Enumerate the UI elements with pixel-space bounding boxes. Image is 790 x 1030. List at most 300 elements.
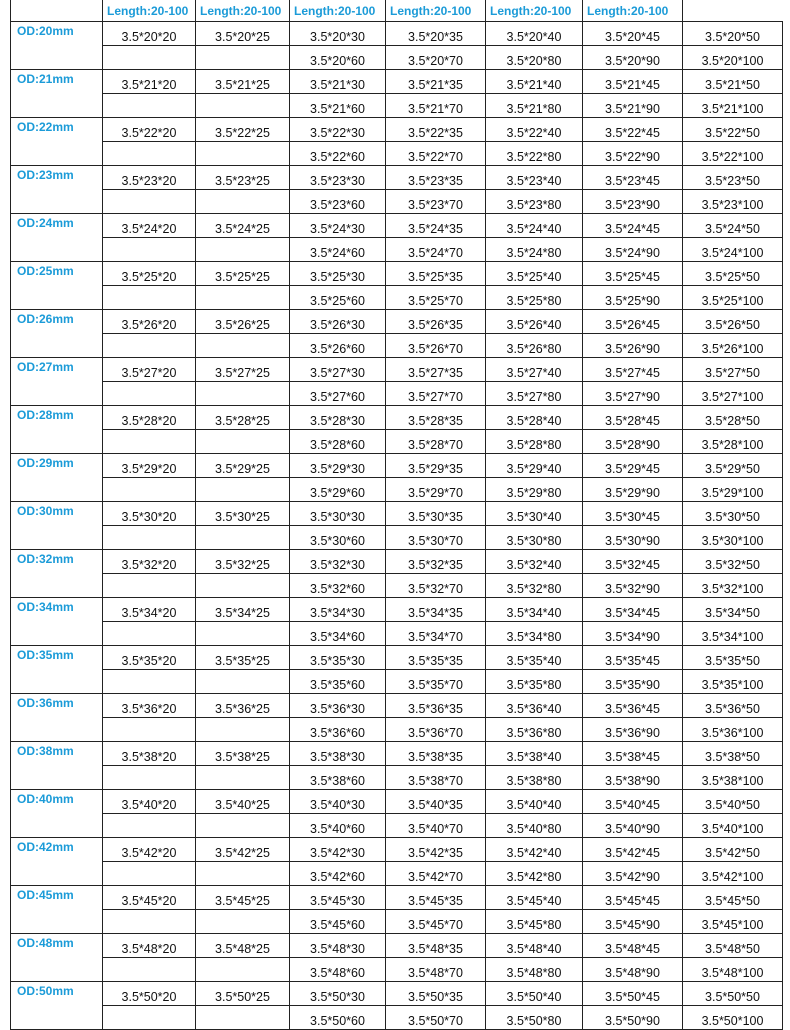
- spec-cell: 3.5*26*80: [486, 334, 583, 358]
- spec-cell: 3.5*25*35: [386, 262, 486, 286]
- empty-cell: [196, 142, 290, 166]
- table-row: [11, 478, 783, 502]
- spec-cell: 3.5*35*90: [583, 670, 683, 694]
- spec-cell: 3.5*35*30: [290, 646, 386, 670]
- spec-cell: 3.5*36*30: [290, 694, 386, 718]
- spec-cell: 3.5*21*100: [683, 94, 783, 118]
- spec-cell: 3.5*25*40: [486, 262, 583, 286]
- spec-cell: 3.5*22*60: [290, 142, 386, 166]
- spec-cell: 3.5*29*45: [583, 454, 683, 478]
- spec-cell: 3.5*26*90: [583, 334, 683, 358]
- spec-cell: 3.5*42*90: [583, 862, 683, 886]
- spec-cell: 3.5*29*30: [290, 454, 386, 478]
- table-row: [11, 454, 783, 478]
- empty-cell: [196, 526, 290, 550]
- spec-cell: 3.5*45*100: [683, 910, 783, 934]
- spec-cell: 3.5*34*45: [583, 598, 683, 622]
- spec-cell: 3.5*42*70: [386, 862, 486, 886]
- spec-cell: 3.5*42*100: [683, 862, 783, 886]
- spec-cell: 3.5*23*40: [486, 166, 583, 190]
- spec-cell: 3.5*22*80: [486, 142, 583, 166]
- spec-cell: 3.5*45*90: [583, 910, 683, 934]
- table-row: [11, 622, 783, 646]
- table-row: [11, 670, 783, 694]
- spec-cell: 3.5*42*80: [486, 862, 583, 886]
- table-row: [11, 646, 783, 670]
- table-row: [11, 1006, 783, 1030]
- spec-cell: 3.5*27*60: [290, 382, 386, 406]
- empty-cell: [103, 814, 196, 838]
- spec-cell: 3.5*50*40: [486, 982, 583, 1006]
- spec-cell: 3.5*36*35: [386, 694, 486, 718]
- spec-cell: 3.5*50*80: [486, 1006, 583, 1030]
- header-length: Length:20-100: [196, 0, 290, 22]
- od-label: OD:40mm: [11, 790, 103, 838]
- spec-cell: 3.5*29*20: [103, 454, 196, 478]
- empty-cell: [103, 670, 196, 694]
- table-row: [11, 334, 783, 358]
- spec-cell: 3.5*27*45: [583, 358, 683, 382]
- spec-cell: 3.5*21*90: [583, 94, 683, 118]
- spec-cell: 3.5*24*35: [386, 214, 486, 238]
- spec-cell: 3.5*50*45: [583, 982, 683, 1006]
- od-label: OD:48mm: [11, 934, 103, 982]
- spec-cell: 3.5*22*100: [683, 142, 783, 166]
- od-label: OD:50mm: [11, 982, 103, 1030]
- spec-cell: 3.5*21*50: [683, 70, 783, 94]
- spec-cell: 3.5*20*90: [583, 46, 683, 70]
- spec-cell: 3.5*27*70: [386, 382, 486, 406]
- spec-cell: 3.5*25*90: [583, 286, 683, 310]
- spec-cell: 3.5*36*70: [386, 718, 486, 742]
- spec-cell: 3.5*23*80: [486, 190, 583, 214]
- spec-cell: 3.5*30*30: [290, 502, 386, 526]
- spec-cell: 3.5*45*50: [683, 886, 783, 910]
- spec-cell: 3.5*48*60: [290, 958, 386, 982]
- spec-cell: 3.5*28*35: [386, 406, 486, 430]
- spec-cell: 3.5*40*100: [683, 814, 783, 838]
- spec-cell: 3.5*34*40: [486, 598, 583, 622]
- spec-cell: 3.5*40*40: [486, 790, 583, 814]
- od-label: OD:26mm: [11, 310, 103, 358]
- spec-cell: 3.5*20*20: [103, 22, 196, 46]
- spec-cell: 3.5*27*35: [386, 358, 486, 382]
- spec-cell: 3.5*24*70: [386, 238, 486, 262]
- spec-cell: 3.5*29*50: [683, 454, 783, 478]
- empty-cell: [103, 910, 196, 934]
- spec-cell: 3.5*36*100: [683, 718, 783, 742]
- spec-cell: 3.5*30*80: [486, 526, 583, 550]
- spec-cell: 3.5*34*80: [486, 622, 583, 646]
- table-row: [11, 94, 783, 118]
- spec-cell: 3.5*27*25: [196, 358, 290, 382]
- spec-cell: 3.5*45*80: [486, 910, 583, 934]
- spec-cell: 3.5*20*45: [583, 22, 683, 46]
- spec-cell: 3.5*22*20: [103, 118, 196, 142]
- table-row: [11, 430, 783, 454]
- spec-cell: 3.5*21*30: [290, 70, 386, 94]
- spec-cell: 3.5*23*35: [386, 166, 486, 190]
- table-row: [11, 46, 783, 70]
- spec-cell: 3.5*25*70: [386, 286, 486, 310]
- spec-cell: 3.5*23*70: [386, 190, 486, 214]
- spec-cell: 3.5*38*40: [486, 742, 583, 766]
- empty-cell: [196, 1006, 290, 1030]
- empty-cell: [196, 94, 290, 118]
- spec-cell: 3.5*32*45: [583, 550, 683, 574]
- spec-cell: 3.5*45*30: [290, 886, 386, 910]
- spec-cell: 3.5*34*60: [290, 622, 386, 646]
- spec-cell: 3.5*34*50: [683, 598, 783, 622]
- spec-cell: 3.5*25*20: [103, 262, 196, 286]
- empty-cell: [103, 574, 196, 598]
- spec-cell: 3.5*50*100: [683, 1006, 783, 1030]
- spec-cell: 3.5*50*70: [386, 1006, 486, 1030]
- spec-cell: 3.5*42*45: [583, 838, 683, 862]
- spec-cell: 3.5*50*25: [196, 982, 290, 1006]
- spec-cell: 3.5*24*60: [290, 238, 386, 262]
- table-row: [11, 718, 783, 742]
- spec-cell: 3.5*32*60: [290, 574, 386, 598]
- spec-cell: 3.5*38*50: [683, 742, 783, 766]
- spec-cell: 3.5*34*90: [583, 622, 683, 646]
- spec-cell: 3.5*27*90: [583, 382, 683, 406]
- spec-cell: 3.5*28*40: [486, 406, 583, 430]
- spec-cell: 3.5*24*20: [103, 214, 196, 238]
- od-label: OD:22mm: [11, 118, 103, 166]
- spec-cell: 3.5*38*80: [486, 766, 583, 790]
- spec-cell: 3.5*21*40: [486, 70, 583, 94]
- spec-cell: 3.5*22*35: [386, 118, 486, 142]
- table-row: [11, 694, 783, 718]
- spec-cell: 3.5*38*30: [290, 742, 386, 766]
- spec-cell: 3.5*45*60: [290, 910, 386, 934]
- spec-cell: 3.5*40*20: [103, 790, 196, 814]
- spec-cell: 3.5*48*45: [583, 934, 683, 958]
- spec-cell: 3.5*45*35: [386, 886, 486, 910]
- spec-cell: 3.5*30*100: [683, 526, 783, 550]
- spec-cell: 3.5*30*50: [683, 502, 783, 526]
- spec-cell: 3.5*50*60: [290, 1006, 386, 1030]
- spec-cell: 3.5*40*30: [290, 790, 386, 814]
- spec-cell: 3.5*50*30: [290, 982, 386, 1006]
- spec-cell: 3.5*35*70: [386, 670, 486, 694]
- spec-cell: 3.5*32*70: [386, 574, 486, 598]
- spec-cell: 3.5*30*40: [486, 502, 583, 526]
- spec-cell: 3.5*42*35: [386, 838, 486, 862]
- spec-cell: 3.5*30*45: [583, 502, 683, 526]
- table-row: [11, 598, 783, 622]
- header-length: Length:20-100: [290, 0, 386, 22]
- spec-cell: 3.5*25*100: [683, 286, 783, 310]
- spec-cell: 3.5*40*50: [683, 790, 783, 814]
- spec-cell: 3.5*22*45: [583, 118, 683, 142]
- spec-cell: 3.5*50*90: [583, 1006, 683, 1030]
- spec-cell: 3.5*28*100: [683, 430, 783, 454]
- spec-cell: 3.5*40*25: [196, 790, 290, 814]
- od-label: OD:27mm: [11, 358, 103, 406]
- spec-cell: 3.5*22*40: [486, 118, 583, 142]
- spec-cell: 3.5*34*35: [386, 598, 486, 622]
- spec-cell: 3.5*30*35: [386, 502, 486, 526]
- spec-cell: 3.5*35*25: [196, 646, 290, 670]
- spec-cell: 3.5*28*20: [103, 406, 196, 430]
- spec-cell: 3.5*45*40: [486, 886, 583, 910]
- table-row: [11, 502, 783, 526]
- spec-cell: 3.5*48*40: [486, 934, 583, 958]
- header-length: Length:20-100: [486, 0, 583, 22]
- spec-cell: 3.5*36*25: [196, 694, 290, 718]
- empty-cell: [103, 142, 196, 166]
- spec-cell: 3.5*24*100: [683, 238, 783, 262]
- spec-cell: 3.5*42*30: [290, 838, 386, 862]
- table-row: [11, 190, 783, 214]
- table-row: [11, 814, 783, 838]
- spec-cell: 3.5*50*20: [103, 982, 196, 1006]
- spec-cell: 3.5*40*70: [386, 814, 486, 838]
- empty-cell: [196, 766, 290, 790]
- empty-cell: [103, 46, 196, 70]
- spec-cell: 3.5*34*100: [683, 622, 783, 646]
- spec-cell: 3.5*25*45: [583, 262, 683, 286]
- table-row: [11, 886, 783, 910]
- spec-cell: 3.5*20*30: [290, 22, 386, 46]
- spec-cell: 3.5*45*25: [196, 886, 290, 910]
- spec-body: [11, 22, 783, 1030]
- spec-cell: 3.5*36*45: [583, 694, 683, 718]
- table-row: [11, 142, 783, 166]
- empty-cell: [103, 1006, 196, 1030]
- spec-cell: 3.5*29*40: [486, 454, 583, 478]
- spec-cell: 3.5*36*50: [683, 694, 783, 718]
- spec-cell: 3.5*48*25: [196, 934, 290, 958]
- spec-cell: 3.5*22*25: [196, 118, 290, 142]
- spec-cell: 3.5*25*30: [290, 262, 386, 286]
- spec-cell: 3.5*48*70: [386, 958, 486, 982]
- spec-cell: 3.5*21*80: [486, 94, 583, 118]
- empty-cell: [103, 430, 196, 454]
- spec-cell: 3.5*22*30: [290, 118, 386, 142]
- spec-cell: 3.5*20*60: [290, 46, 386, 70]
- spec-cell: 3.5*26*40: [486, 310, 583, 334]
- spec-cell: 3.5*23*45: [583, 166, 683, 190]
- spec-cell: 3.5*25*50: [683, 262, 783, 286]
- spec-cell: 3.5*26*20: [103, 310, 196, 334]
- spec-cell: 3.5*23*30: [290, 166, 386, 190]
- od-label: OD:38mm: [11, 742, 103, 790]
- spec-cell: 3.5*42*50: [683, 838, 783, 862]
- spec-cell: 3.5*21*20: [103, 70, 196, 94]
- header-length: Length:20-100: [583, 0, 683, 22]
- empty-cell: [103, 286, 196, 310]
- spec-cell: 3.5*32*40: [486, 550, 583, 574]
- spec-cell: 3.5*21*45: [583, 70, 683, 94]
- spec-cell: 3.5*25*60: [290, 286, 386, 310]
- table-row: [11, 742, 783, 766]
- empty-cell: [196, 718, 290, 742]
- spec-cell: 3.5*42*25: [196, 838, 290, 862]
- spec-cell: 3.5*35*50: [683, 646, 783, 670]
- spec-cell: 3.5*38*90: [583, 766, 683, 790]
- empty-cell: [103, 190, 196, 214]
- spec-cell: 3.5*45*70: [386, 910, 486, 934]
- empty-cell: [196, 238, 290, 262]
- table-row: [11, 286, 783, 310]
- spec-cell: 3.5*32*20: [103, 550, 196, 574]
- spec-cell: 3.5*27*80: [486, 382, 583, 406]
- empty-cell: [103, 526, 196, 550]
- spec-cell: 3.5*36*20: [103, 694, 196, 718]
- spec-cell: 3.5*30*25: [196, 502, 290, 526]
- od-label: OD:20mm: [11, 22, 103, 70]
- spec-cell: 3.5*22*90: [583, 142, 683, 166]
- spec-cell: 3.5*23*20: [103, 166, 196, 190]
- od-label: OD:30mm: [11, 502, 103, 550]
- table-row: [11, 934, 783, 958]
- table-row: [11, 310, 783, 334]
- spec-cell: 3.5*26*50: [683, 310, 783, 334]
- empty-cell: [103, 334, 196, 358]
- spec-cell: 3.5*24*50: [683, 214, 783, 238]
- od-label: OD:24mm: [11, 214, 103, 262]
- spec-cell: 3.5*29*70: [386, 478, 486, 502]
- od-label: OD:32mm: [11, 550, 103, 598]
- table-row: [11, 118, 783, 142]
- od-label: OD:34mm: [11, 598, 103, 646]
- empty-cell: [196, 574, 290, 598]
- spec-cell: 3.5*30*60: [290, 526, 386, 550]
- spec-cell: 3.5*48*90: [583, 958, 683, 982]
- table-row: [11, 214, 783, 238]
- spec-cell: 3.5*20*25: [196, 22, 290, 46]
- empty-cell: [196, 814, 290, 838]
- spec-cell: 3.5*45*45: [583, 886, 683, 910]
- table-row: [11, 526, 783, 550]
- spec-cell: 3.5*35*100: [683, 670, 783, 694]
- spec-cell: 3.5*34*70: [386, 622, 486, 646]
- spec-cell: 3.5*42*40: [486, 838, 583, 862]
- spec-cell: 3.5*50*35: [386, 982, 486, 1006]
- spec-cell: 3.5*27*30: [290, 358, 386, 382]
- spec-cell: 3.5*29*80: [486, 478, 583, 502]
- spec-cell: 3.5*48*100: [683, 958, 783, 982]
- table-row: [11, 910, 783, 934]
- od-label: OD:23mm: [11, 166, 103, 214]
- spec-cell: 3.5*38*20: [103, 742, 196, 766]
- table-row: [11, 406, 783, 430]
- header-length: Length:20-100: [386, 0, 486, 22]
- spec-cell: 3.5*24*45: [583, 214, 683, 238]
- spec-cell: 3.5*45*20: [103, 886, 196, 910]
- empty-cell: [196, 334, 290, 358]
- spec-cell: 3.5*35*40: [486, 646, 583, 670]
- table-row: [11, 958, 783, 982]
- spec-cell: 3.5*20*40: [486, 22, 583, 46]
- spec-cell: 3.5*26*25: [196, 310, 290, 334]
- spec-cell: 3.5*21*35: [386, 70, 486, 94]
- empty-cell: [103, 766, 196, 790]
- table-row: [11, 838, 783, 862]
- spec-cell: 3.5*21*60: [290, 94, 386, 118]
- header-length: Length:20-100: [103, 0, 196, 22]
- spec-cell: 3.5*36*40: [486, 694, 583, 718]
- spec-cell: 3.5*42*20: [103, 838, 196, 862]
- spec-cell: 3.5*42*60: [290, 862, 386, 886]
- spec-cell: 3.5*23*50: [683, 166, 783, 190]
- spec-cell: 3.5*32*35: [386, 550, 486, 574]
- od-label: OD:21mm: [11, 70, 103, 118]
- spec-cell: 3.5*38*45: [583, 742, 683, 766]
- spec-cell: 3.5*34*25: [196, 598, 290, 622]
- spec-cell: 3.5*40*35: [386, 790, 486, 814]
- spec-cell: 3.5*40*45: [583, 790, 683, 814]
- spec-cell: 3.5*32*100: [683, 574, 783, 598]
- od-label: OD:42mm: [11, 838, 103, 886]
- spec-cell: 3.5*26*30: [290, 310, 386, 334]
- spec-cell: 3.5*26*100: [683, 334, 783, 358]
- empty-cell: [196, 190, 290, 214]
- spec-cell: 3.5*28*30: [290, 406, 386, 430]
- spec-cell: 3.5*29*35: [386, 454, 486, 478]
- table-row: [11, 982, 783, 1006]
- spec-cell: 3.5*26*70: [386, 334, 486, 358]
- spec-cell: 3.5*28*60: [290, 430, 386, 454]
- spec-cell: 3.5*35*80: [486, 670, 583, 694]
- spec-cell: 3.5*34*30: [290, 598, 386, 622]
- spec-cell: 3.5*35*45: [583, 646, 683, 670]
- table-row: [11, 862, 783, 886]
- spec-cell: 3.5*23*60: [290, 190, 386, 214]
- empty-cell: [103, 718, 196, 742]
- empty-cell: [103, 958, 196, 982]
- spec-cell: 3.5*35*20: [103, 646, 196, 670]
- table-row: [11, 166, 783, 190]
- spec-cell: 3.5*32*30: [290, 550, 386, 574]
- empty-cell: [196, 622, 290, 646]
- spec-cell: 3.5*22*70: [386, 142, 486, 166]
- table-row: [11, 262, 783, 286]
- spec-cell: 3.5*50*50: [683, 982, 783, 1006]
- od-label: OD:25mm: [11, 262, 103, 310]
- spec-cell: 3.5*28*90: [583, 430, 683, 454]
- spec-cell: 3.5*24*40: [486, 214, 583, 238]
- empty-cell: [196, 958, 290, 982]
- spec-cell: 3.5*28*70: [386, 430, 486, 454]
- spec-cell: 3.5*40*60: [290, 814, 386, 838]
- spec-cell: 3.5*48*35: [386, 934, 486, 958]
- spec-cell: 3.5*23*25: [196, 166, 290, 190]
- spec-cell: 3.5*23*100: [683, 190, 783, 214]
- spec-cell: 3.5*30*20: [103, 502, 196, 526]
- empty-cell: [196, 46, 290, 70]
- table-row: [11, 358, 783, 382]
- spec-cell: 3.5*27*20: [103, 358, 196, 382]
- table-row: [11, 238, 783, 262]
- spec-cell: 3.5*21*25: [196, 70, 290, 94]
- spec-cell: 3.5*48*80: [486, 958, 583, 982]
- spec-cell: 3.5*48*20: [103, 934, 196, 958]
- spec-cell: 3.5*28*45: [583, 406, 683, 430]
- spec-cell: 3.5*48*50: [683, 934, 783, 958]
- spec-cell: 3.5*25*25: [196, 262, 290, 286]
- spec-cell: 3.5*40*80: [486, 814, 583, 838]
- table-row: [11, 22, 783, 46]
- spec-cell: 3.5*20*100: [683, 46, 783, 70]
- spec-cell: 3.5*20*70: [386, 46, 486, 70]
- spec-cell: 3.5*36*90: [583, 718, 683, 742]
- spec-table: [10, 0, 783, 1030]
- empty-cell: [103, 94, 196, 118]
